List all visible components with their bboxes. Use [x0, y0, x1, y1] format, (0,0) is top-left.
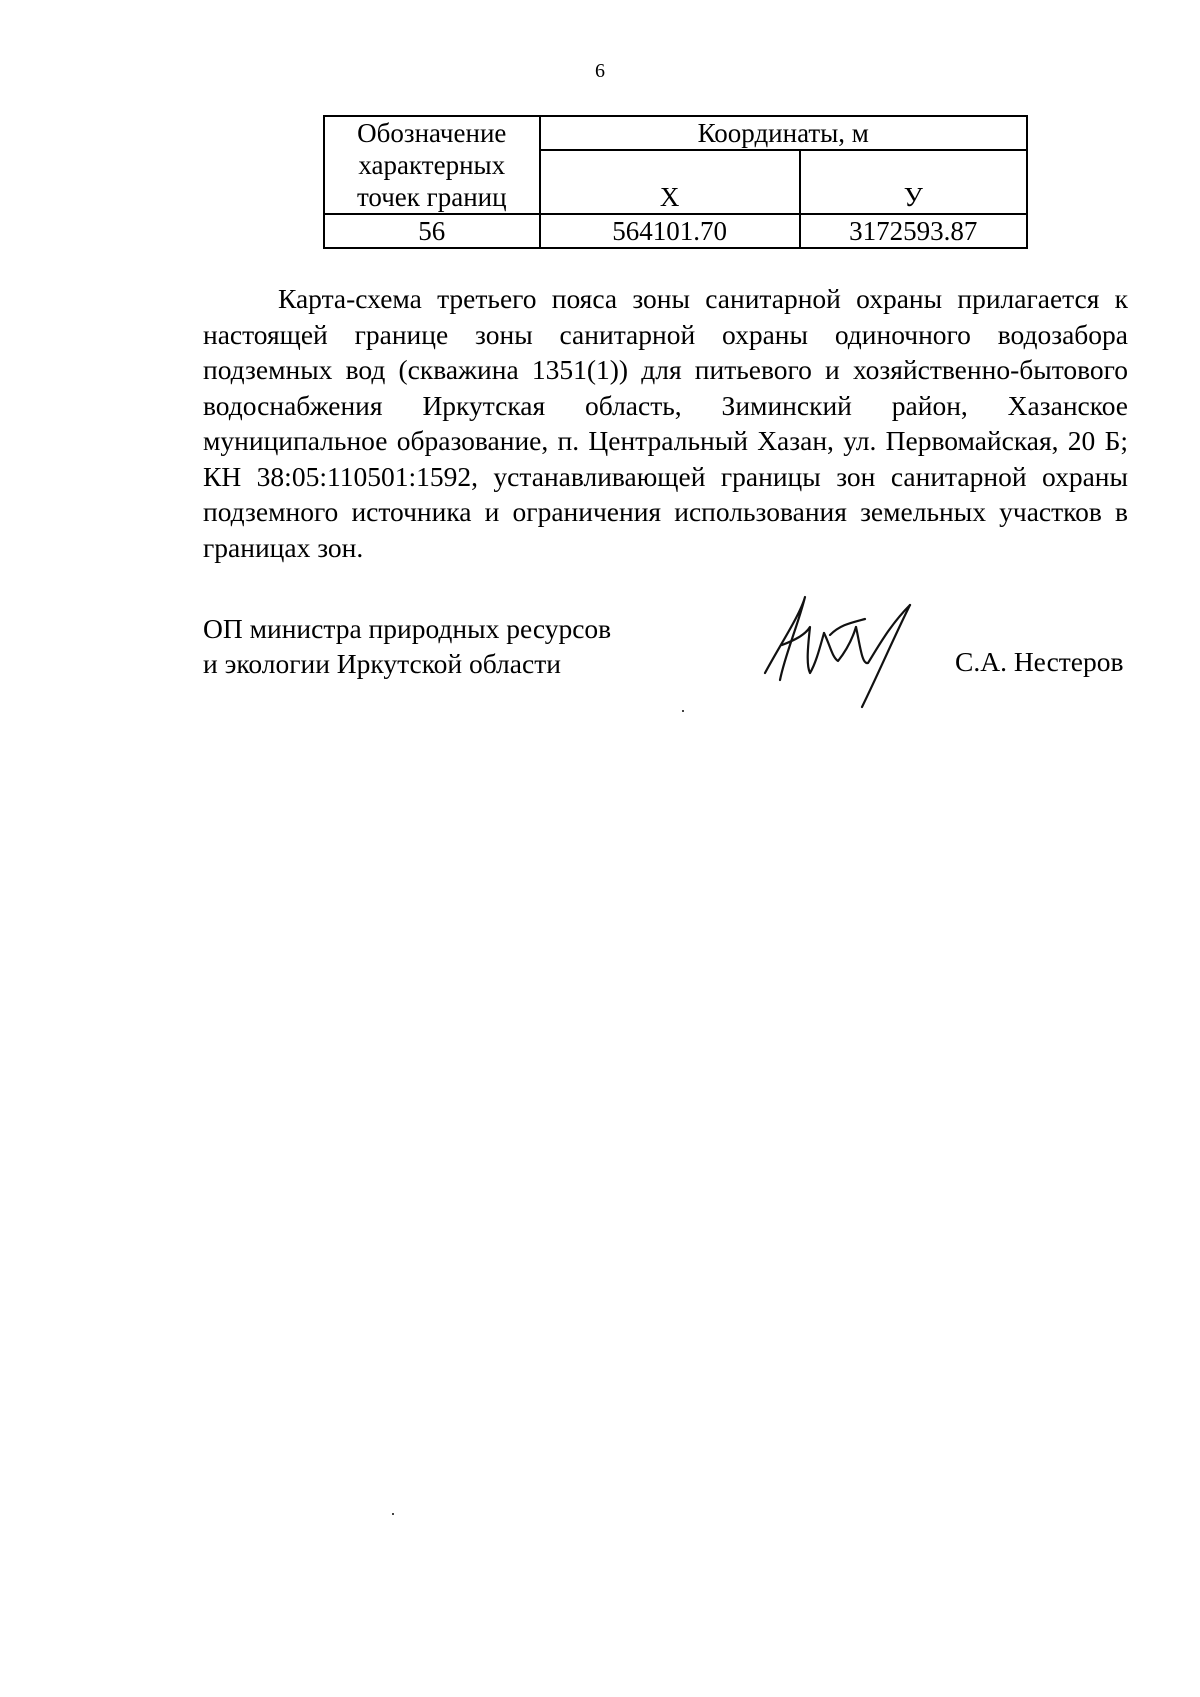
header-y: У — [800, 150, 1027, 214]
signatory-name: С.А. Нестеров — [955, 646, 1124, 677]
table-header-row — [324, 116, 1027, 150]
handwritten-signature — [760, 585, 930, 710]
table-row — [324, 214, 1027, 248]
cell-x: 564101.70 — [540, 214, 800, 248]
header-x: X — [540, 150, 800, 214]
body-paragraph: Карта-схема третьего пояса зоны санитарной охраны прилагается к настоящей границе зоны санитарной охраны одиночного водозабора подземных вод (скважина 1351(1)) для питьевого и хозяйственно-бытового водоснабжения Иркутская область, Зиминский район, Хазанское муниципальное образование, п. Центральный Хазан, ул. Первомайская, 20 Б; КН 38:05:110501:1592, устанавливающей границы зон санитарной охраны подземного источника и ограничения использования земельных участков в границах зон. — [203, 283, 1128, 563]
page-number: 6 — [595, 60, 605, 82]
header-designation: Обозначение характерных точек границ — [324, 116, 540, 214]
coordinates-table — [323, 115, 1028, 249]
header-coordinates: Координаты, м — [540, 116, 1027, 150]
cell-point: 56 — [324, 214, 540, 248]
position-line-2: и экологии Иркутской области — [203, 648, 561, 679]
cell-y: 3172593.87 — [800, 214, 1027, 248]
scan-dot — [682, 710, 684, 712]
scan-dot — [392, 1513, 394, 1515]
position-line-1: ОП министра природных ресурсов — [203, 613, 612, 644]
signatory-position — [203, 611, 611, 681]
